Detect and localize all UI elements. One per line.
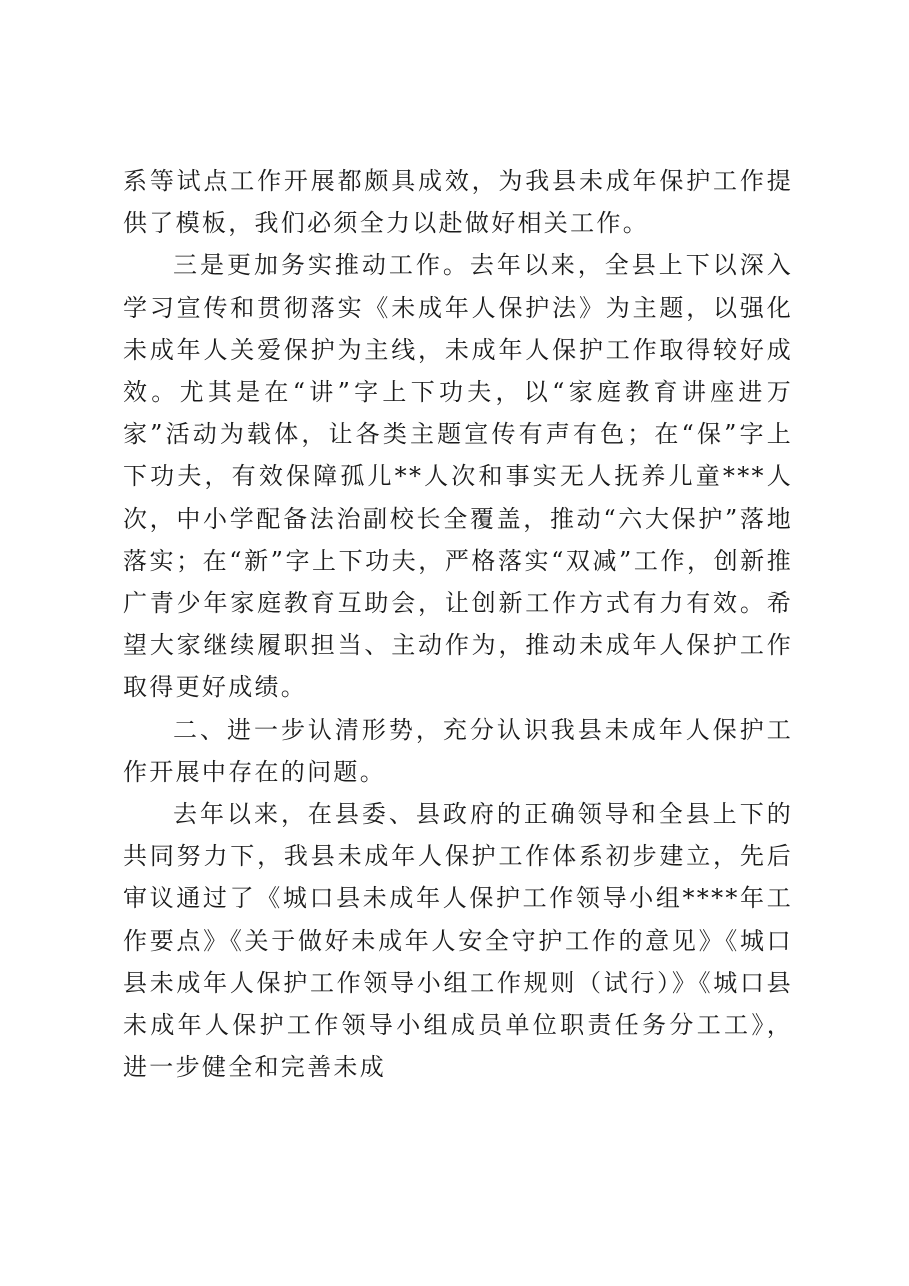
document-body [123,160,793,1088]
paragraph-continuation: 系等试点工作开展都颇具成效，为我县未成年保护工作提供了模板，我们必须全力以赴做好相关工作。 [123,167,793,238]
paragraph-situation: 去年以来，在县委、县政府的正确领导和全县上下的共同努力下，我县未成年人保护工作体系初步建立，先后审议通过了《城口县未成年人保护工作领导小组****年工作要点》《关于做好未成年人安全守护工作的意见》《城口县未成年人保护工作领导小组工作规则（试行）》《城口县未成年人保护工作领导小组成员单位职责任务分工工》，进一步健全和完善未成 [123,800,793,1082]
paragraph-point-three: 三是更加务实推动工作。去年以来，全县上下以深入学习宣传和贯彻落实《未成年人保护法》为主题，以强化未成年人关爱保护为主线，未成年人保护工作取得较好成效。尤其是在“讲”字上下功夫，以“家庭教育讲座进万家”活动为载体，让各类主题宣传有声有色；在“保”字上下功夫，有效保障孤儿**人次和事实无人抚养儿童***人次，中小学配备法治副校长全覆盖，推动“六大保护”落地落实；在“新”字上下功夫，严格落实“双减”工作，创新推广青少年家庭教育互助会，让创新工作方式有力有效。希望大家继续履职担当、主动作为，推动未成年人保护工作取得更好成绩。 [123,251,793,702]
section-heading-two: 二、进一步认清形势，充分认识我县未成年人保护工作开展中存在的问题。 [123,715,793,786]
